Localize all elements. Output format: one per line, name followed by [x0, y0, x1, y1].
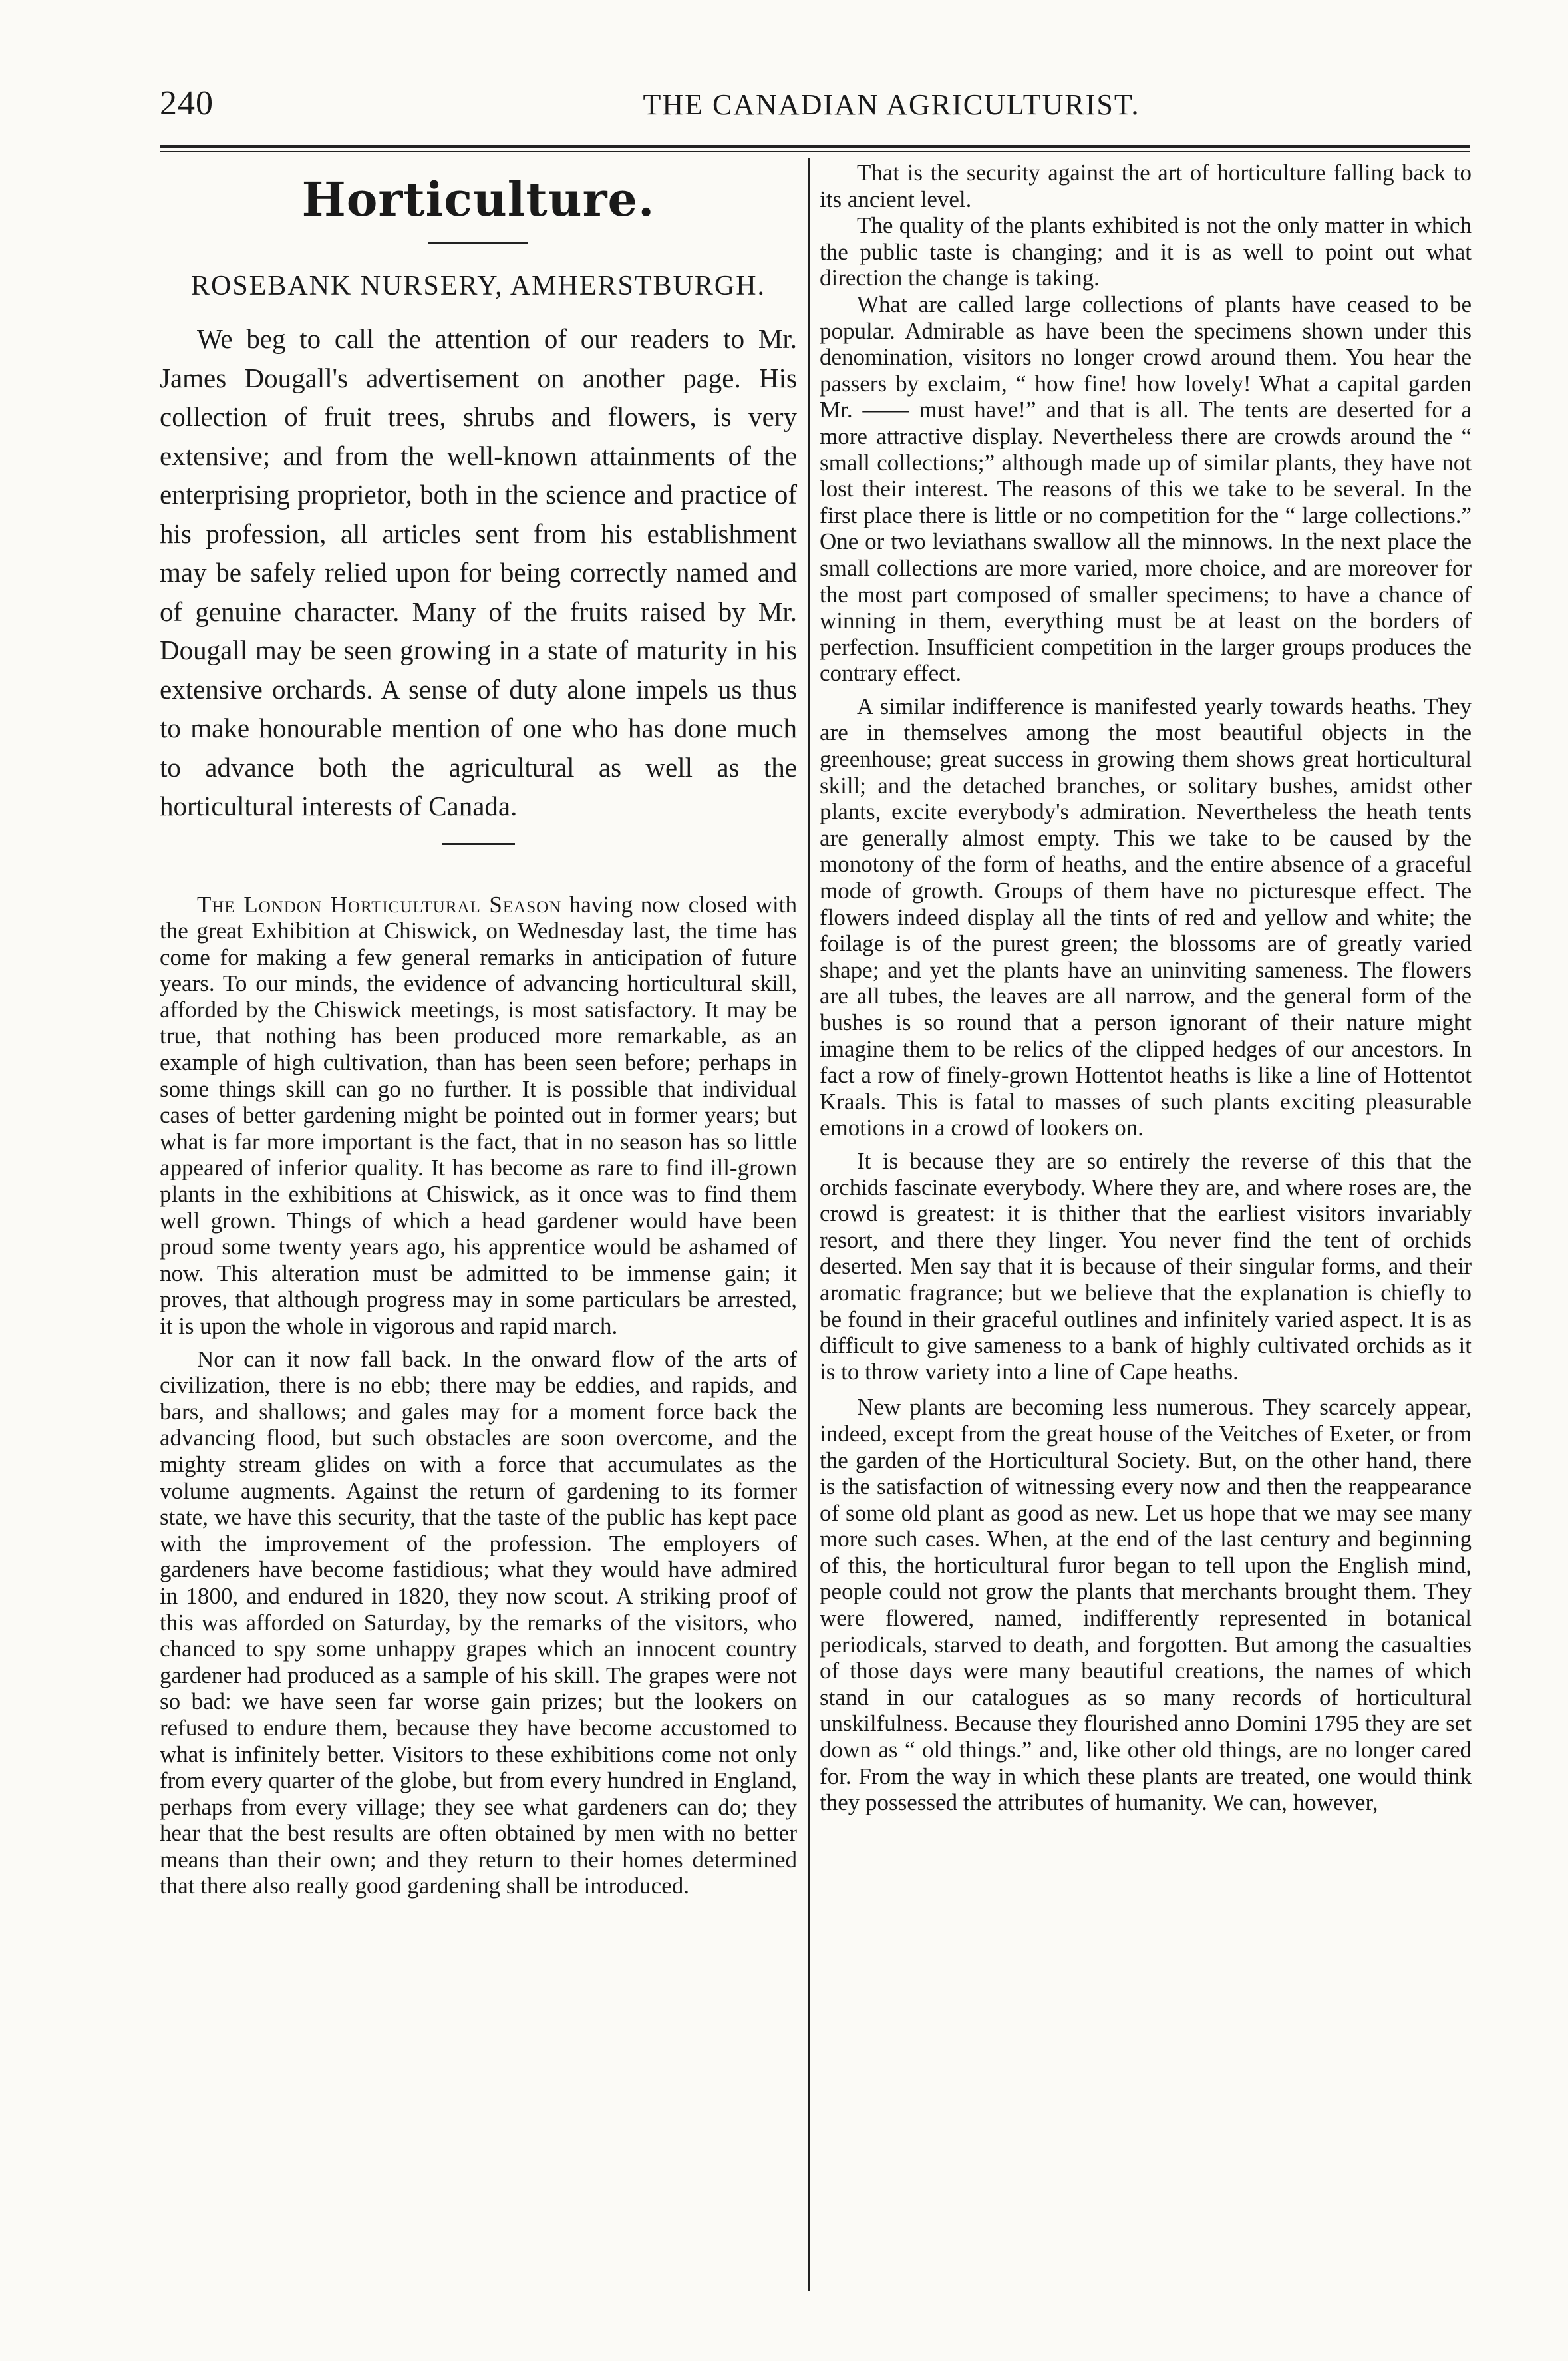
section-title: Horticulture.: [301, 172, 655, 227]
rosebank-article-body: We beg to call the attention of our readers to Mr. James Dougall's advertisement on another page. His collection of fruit trees, shrubs and flowers, is very extensive; and from the well-known attainments of the enterprising proprietor, both in the science and practice of his profession, all articles sent from his establishment may be safely relied upon for being correctly named and of genuine character. Many of the fruits raised by Mr. Dougall may be seen growing in a state of maturity in his extensive orchards. A sense of duty alone impels us thus to make honourable mention of one who has done much to advance both the agricultural as well as the horticultural interests of Canada.: [160, 323, 797, 821]
season-lead: The London Horticultural Season: [197, 891, 562, 918]
right-paragraph-2: The quality of the plants exhibited is not the only matter in which the public taste is changing; and it is as well to point out what direction the change is taking.: [820, 212, 1472, 291]
right-column: [820, 160, 1472, 1816]
article-heading: ROSEBANK NURSERY, AMHERSTBURGH.: [190, 271, 766, 301]
left-column: [160, 160, 797, 1899]
right-paragraph-5: It is because they are so entirely the reverse of this that the orchids fascinate everybody. Where they are, and where roses are, the crowd is greatest: it is thither that the earliest visitors invariably resort, and there they linger. You never find the tent of orchids deserted. Men say that it is because of their singular forms, and their aromatic fragrance; but we believe that the explanation is chiefly to be found in their graceful outlines and infinitely varied aspect. It is as difficult to give sameness to a bank of highly cultivated orchids as it is to throw variety into a line of Cape heaths.: [820, 1147, 1472, 1385]
season-text-1: having now closed with the great Exhibition at Chiswick, on Wednesday last, the time has come for making a few general remarks in anticipation of future years. To our minds, the evidence of advancing horticultural skill, afforded by the Chiswick meetings, is most satisfactory. It may be true, that nothing has been produced more remarkable, as an example of high cultivation, than has been seen before; perhaps in some things skill can go no further. It is possible that individual cases of better gardening might be pointed out in former years; but what is far more important is the fact, that in no season has so little appeared of inferior quality. It has become as rare to find ill-grown plants in the exhibitions at Chiswick, as it once was to find them well grown. Things of which a head gardener would have been proud some twenty years ago, his apprentice would be ashamed of now. This alteration must be admitted to be immense gain; it proves, that although progress may in some particulars be arrested, it is upon the whole in vigorous and rapid march.: [160, 891, 797, 1339]
running-head: THE CANADIAN AGRICULTURIST.: [643, 89, 1140, 121]
title-rule: [428, 242, 528, 244]
column-rule: [808, 158, 810, 2291]
season-paragraph-2: Nor can it now fall back. In the onward flow of the arts of civilization, there is no ebb; there may be eddies, and rapids, and bars, and shallows; and gales may for a moment force back the advancing flood, but such obstacles are soon overcome, and the mighty stream glides on with a force that accumulates as the volume augments. Against the return of gardening to its former state, we have this security, that the taste of the public has kept pace with the improvement of the profession. The employers of gardeners have become fastidious; what they would have admired in 1800, and endured in 1820, they now scout. A striking proof of this was afforded on Saturday, by the remarks of the visitors, who chanced to spy some unhappy grapes which an innocent country gardener had produced as a sample of his skill. The grapes were not so bad: we have seen far worse gain prizes; but the lookers on refused to endure them, because they have become accustomed to what is infinitely better. Visitors to these exhibitions come not only from every quarter of the globe, but from every hundred in England, perhaps from every village; they see what gardeners can do; they hear that the best results are often obtained by men with no better means than their own; and they return to their homes determined that there also really good gardening shall be introduced.: [160, 1346, 797, 1899]
paragraph-gap: [820, 687, 1472, 693]
header-rule: [160, 145, 1470, 152]
page-number: 240: [160, 85, 214, 122]
paragraph-gap: [820, 1141, 1472, 1148]
article-separator: [442, 843, 515, 845]
right-paragraph-1: That is the security against the art of horticulture falling back to its ancient level.: [820, 160, 1472, 212]
page-header: [160, 84, 1464, 137]
season-paragraph-1: [160, 892, 797, 1340]
paragraph-gap: [160, 1340, 797, 1346]
right-paragraph-6: New plants are becoming less numerous. They scarcely appear, indeed, except from the great house of the Veitches of Exeter, or from the garden of the Horticultural Society. But, on the other hand, there is the satisfaction of witnessing every now and then the reappearance of some old plant as good as new. Let us hope that we may see many more such cases. When, at the end of the last century and beginning of this, the horticultural furor began to tell upon the English mind, people could not grow the plants that merchants brought them. They were flowered, named, indifferently represented in botanical periodicals, starved to death, and forgotten. But among the casualties of those days were many beautiful creations, the names of which stand in our catalogues as so many records of horticultural unskilfulness. Because they flourished anno Domini 1795 they are set down as “ old things.” and, like other old things, are no longer cared for. From the way in which these plants are treated, one would think they possessed the attributes of humanity. We can, however,: [820, 1394, 1472, 1816]
right-paragraph-4: A similar indifference is manifested yearly towards heaths. They are in themselves among the most beautiful objects in the greenhouse; great success in growing them shows great horticultural skill; and the detached branches, or solitary bushes, amidst other plants, excite everybody's admiration. Nevertheless the heath tents are generally almost empty. This we take to be caused by the monotony of the form of heaths, and the entire absence of a graceful mode of growth. Groups of them have no picturesque effect. The flowers indeed display all the tints of red and yellow and white; the foilage is of the purest green; the blossoms are of greatly varied shape; and yet the plants have an uninviting sameness. The flowers are all tubes, the leaves are all narrow, and the general form of the bushes is so round that a person ignorant of their nature might imagine them to be relics of the clipped hedges of our ancestors. In fact a row of finely-grown Hottentot heaths is like a line of Hottentot Kraals. This is fatal to masses of such plants exciting pleasurable emotions in a crowd of lookers on.: [820, 693, 1472, 1141]
paragraph-gap: [820, 1385, 1472, 1394]
right-paragraph-3: What are called large collections of plants have ceased to be popular. Admirable as have been the specimens shown under this denomination, visitors no longer crowd around them. You hear the passers by exclaim, “ how fine! how lovely! What a capital garden Mr. —— must have!” and that is all. The tents are deserted for a more attractive display. Nevertheless there are crowds around the “ small collections;” although made up of similar plants, they have not lost their interest. The reasons of this we take to be several. In the first place there is little or no competition for the “ large collections.” One or two leviathans swallow all the minnows. In the next place the small collections are more varied, more choice, and are moreover for the most part composed of smaller specimens; to have a chance of winning in them, everything must be at least on the borders of perfection. Insufficient competition in the larger groups produces the contrary effect.: [820, 291, 1472, 687]
